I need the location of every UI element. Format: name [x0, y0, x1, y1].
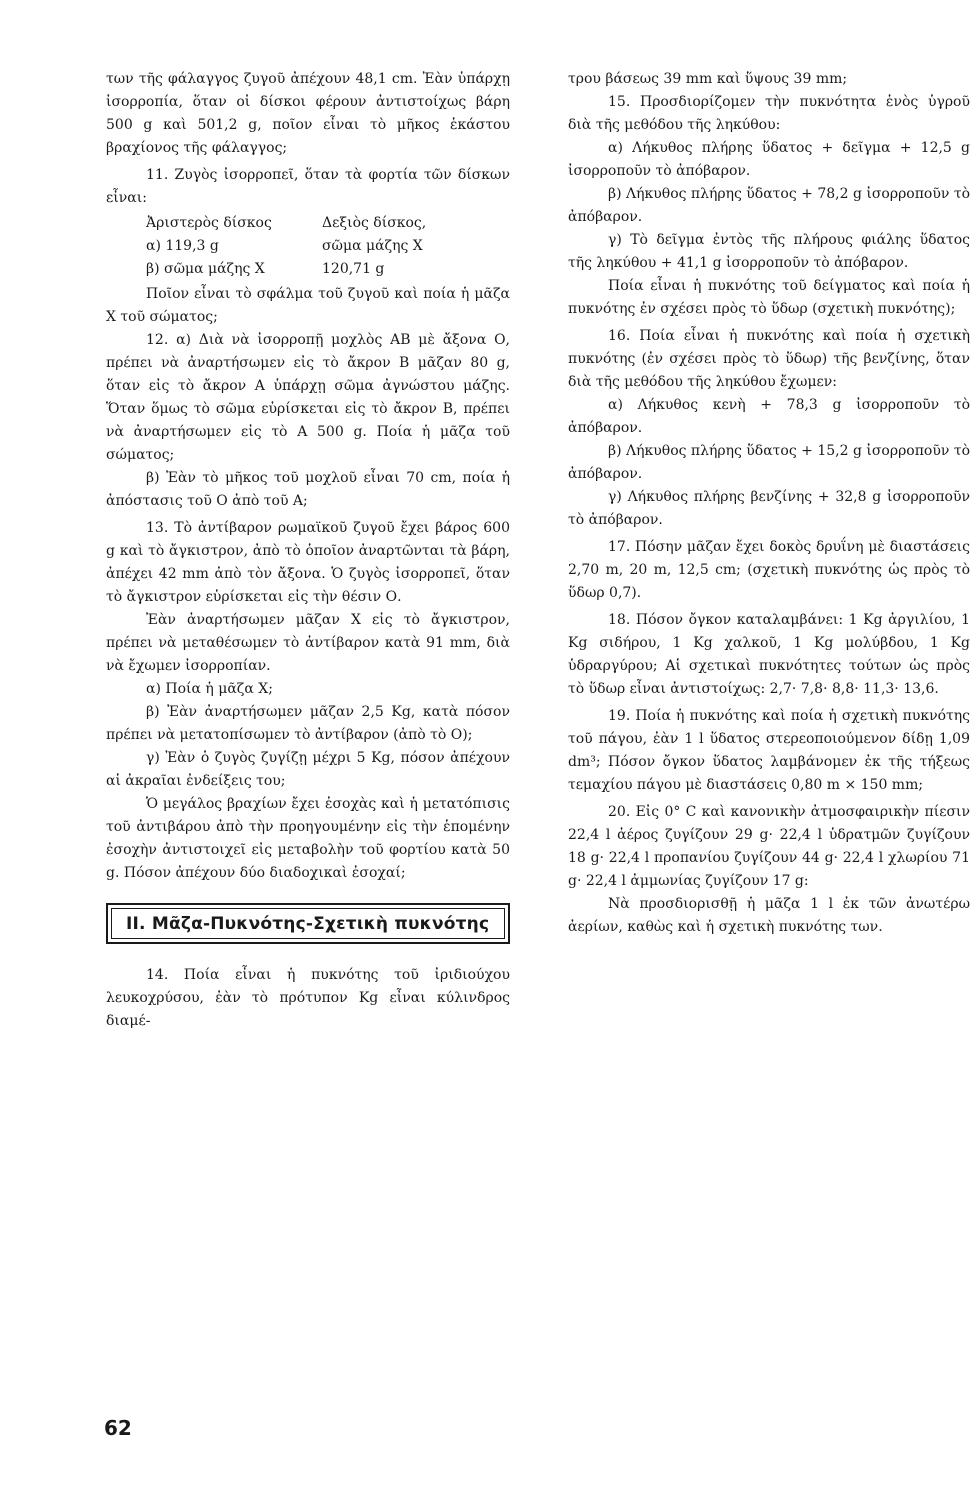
balance-disk-table — [106, 212, 510, 281]
problem-15a: α) Λήκυθος πλήρης ὕδατος + δεῖγμα + 12,5 g ἰσορροποῦν τὸ ἀπόβαρον. — [568, 140, 970, 179]
problem-15-question: Ποία εἶναι ἡ πυκνότης τοῦ δείγματος καὶ ποία ἡ πυκνότης ἐν σχέσει πρὸς τὸ ὕδωρ (σχετικὴ πυκνότης); — [568, 278, 970, 317]
problem-13d: Ὁ μεγάλος βραχίων ἔχει ἐσοχὰς καὶ ἡ μετατόπισις τοῦ ἀντιβάρου ἀπὸ τὴν προηγουμένην εἰς τὴν ἑπομένην ἐσοχὴν ἀντιστοιχεῖ εἰς μεταβολὴν τοῦ φορτίου κατὰ 50 g. Πόσον ἀπέχουν δύο διαδοχικαὶ ἐσοχαί; — [106, 796, 510, 881]
problem-16: 16. Ποία εἶναι ἡ πυκνότης καὶ ποία ἡ σχετικὴ πυκνότης (ἐν σχέσει πρὸς τὸ ὕδωρ) τῆς βενζίνης, ὅταν διὰ τῆς μεθόδου τῆς ληκύθου ἔχωμεν: — [568, 328, 970, 390]
right-disk-a: σῶμα μάζης X — [322, 238, 423, 254]
left-column — [106, 68, 510, 1033]
problem-13: 13. Τὸ ἀντίβαρον ρωμαϊκοῦ ζυγοῦ ἔχει βάρος 600 g καὶ τὸ ἄγκιστρον, ἀπὸ τὸ ὁποῖον ἀναρτῶνται τὰ βάρη, ἀπέχει 42 mm ἀπὸ τὸν ἄξονα. Ὁ ζυγὸς ἰσορροπεῖ, ὅταν τὸ ἄγκιστρον εὑρίσκεται εἰς τὴν θέσιν Ο. — [106, 520, 510, 605]
problem-19: 19. Ποία ἡ πυκνότης καὶ ποία ἡ σχετικὴ πυκνότης τοῦ πάγου, ἐὰν 1 l ὕδατος στερεοποιούμενον δίδῃ 1,09 dm³; Πόσον ὄγκον ὕδατος λαμβάνομεν ἐκ τῆς τήξεως τεμαχίου πάγου μὲ διαστάσεις 0,80 m × 150 mm; — [568, 708, 970, 793]
problem-20-question: Νὰ προσδιορισθῇ ἡ μᾶζα 1 l ἐκ τῶν ἀνωτέρω ἀερίων, καθὼς καὶ ἡ σχετικὴ πυκνότης των. — [568, 896, 970, 935]
problem-13c: γ) Ἐὰν ὁ ζυγὸς ζυγίζῃ μέχρι 5 Kg, πόσον ἀπέχουν αἱ ἀκραῖαι ἐνδείξεις του; — [106, 750, 510, 789]
page-number: 62 — [104, 1416, 132, 1440]
problem-11-question: Ποῖον εἶναι τὸ σφάλμα τοῦ ζυγοῦ καὶ ποία ἡ μᾶζα X τοῦ σώματος; — [106, 286, 510, 325]
left-disk-a: α) 119,3 g — [146, 238, 219, 254]
problem-12b: β) Ἐὰν τὸ μῆκος τοῦ μοχλοῦ εἶναι 70 cm, ποία ἡ ἀπόστασις τοῦ Ο ἀπὸ τοῦ Α; — [106, 470, 510, 509]
left-disk-header: Ἀριστερὸς δίσκος — [146, 215, 272, 231]
problem-16c: γ) Λήκυθος πλήρης βενζίνης + 32,8 g ἰσορροποῦν τὸ ἀπόβαρον. — [568, 489, 970, 528]
problem-12a: 12. α) Διὰ νὰ ἰσορροπῇ μοχλὸς ΑΒ μὲ ἄξονα Ο, πρέπει νὰ ἀναρτήσωμεν εἰς τὸ ἄκρον Β μᾶζαν 80 g, ὅταν εἰς τὸ ἄκρον Α ὑπάρχῃ σῶμα ἀγνώστου μάζης. Ὅταν ὅμως τὸ σῶμα εὑρίσκεται εἰς τὸ ἄκρον Β, πρέπει νὰ ἀναρτήσωμεν εἰς τὸ Α 500 g. Ποία ἡ μᾶζα τοῦ σώματος; — [106, 332, 510, 463]
problem-11: 11. Ζυγὸς ἰσορροπεῖ, ὅταν τὰ φορτία τῶν δίσκων εἶναι: — [106, 167, 510, 206]
problem-18: 18. Πόσον ὄγκον καταλαμβάνει: 1 Kg ἀργιλίου, 1 Kg σιδήρου, 1 Kg χαλκοῦ, 1 Kg μολύβδου, 1 Kg ὑδραργύρου; Αἱ σχετικαὶ πυκνότητες τούτων ὡς πρὸς τὸ ὕδωρ εἶναι ἀντιστοίχως: 2,7· 7,8· 8,8· 11,3· 13,6. — [568, 612, 970, 697]
section-heading: II. Μᾶζα-Πυκνότης-Σχετικὴ πυκνότης — [111, 908, 505, 939]
problem-13a: α) Ποία ἡ μᾶζα X; — [146, 681, 273, 697]
problem-14: 14. Ποία εἶναι ἡ πυκνότης τοῦ ἰριδιούχου λευκοχρύσου, ἐὰν τὸ πρότυπον Kg εἶναι κύλινδρος διαμέ- — [106, 967, 510, 1029]
section-heading-box — [106, 903, 510, 944]
right-disk-b: 120,71 g — [322, 261, 385, 277]
problem-13b: β) Ἐὰν ἀναρτήσωμεν μᾶζαν 2,5 Kg, κατὰ πόσον πρέπει νὰ μετατοπίσωμεν τὸ ἀντίβαρον (ἀπὸ τὸ Ο); — [106, 704, 510, 743]
problem-17: 17. Πόσην μᾶζαν ἔχει δοκὸς δρυΐνη μὲ διαστάσεις 2,70 m, 20 m, 12,5 cm; (σχετικὴ πυκνότης ὡς πρὸς τὸ ὕδωρ 0,7). — [568, 539, 970, 601]
right-disk-header: Δεξιὸς δίσκος, — [322, 215, 427, 231]
problem-14-continuation: τρου βάσεως 39 mm καὶ ὕψους 39 mm; — [568, 71, 848, 87]
problem-13-part-2: Ἐὰν ἀναρτήσωμεν μᾶζαν X εἰς τὸ ἄγκιστρον, πρέπει νὰ μεταθέσωμεν τὸ ἀντίβαρον κατὰ 91 mm, διὰ νὰ ἔχωμεν ἰσορροπίαν. — [106, 612, 510, 674]
problem-15: 15. Προσδιορίζομεν τὴν πυκνότητα ἑνὸς ὑγροῦ διὰ τῆς μεθόδου τῆς ληκύθου: — [568, 94, 970, 133]
problem-15c: γ) Τὸ δεῖγμα ἐντὸς τῆς πλήρους φιάλης ὕδατος τῆς ληκύθου + 41,1 g ἰσορροποῦν τὸ ἀπόβαρον. — [568, 232, 970, 271]
problem-16b: β) Λήκυθος πλήρης ὕδατος + 15,2 g ἰσορροποῦν τὸ ἀπόβαρον. — [568, 443, 970, 482]
problem-20: 20. Εἰς 0° C καὶ κανονικὴν ἀτμοσφαιρικὴν πίεσιν 22,4 l ἀέρος ζυγίζουν 29 g· 22,4 l ὑδρατμῶν ζυγίζουν 18 g· 22,4 l προπανίου ζυγίζουν 44 g· 22,4 l χλωρίου 71 g· 22,4 l ἀμμωνίας ζυγίζουν 17 g: — [568, 804, 970, 889]
problem-10-continuation: των τῆς φάλαγγος ζυγοῦ ἀπέχουν 48,1 cm. Ἐὰν ὑπάρχῃ ἰσορροπία, ὅταν οἱ δίσκοι φέρουν ἀντιστοίχως βάρη 500 g καὶ 501,2 g, ποῖον εἶναι τὸ μῆκος ἑκάστου βραχίονος τῆς φάλαγγος; — [106, 71, 510, 156]
problem-15b: β) Λήκυθος πλήρης ὕδατος + 78,2 g ἰσορροποῦν τὸ ἀπόβαρον. — [568, 186, 970, 225]
left-disk-b: β) σῶμα μάζης X — [146, 261, 265, 277]
right-column — [568, 68, 970, 939]
problem-16a: α) Λήκυθος κενὴ + 78,3 g ἰσορροποῦν τὸ ἀπόβαρον. — [568, 397, 970, 436]
